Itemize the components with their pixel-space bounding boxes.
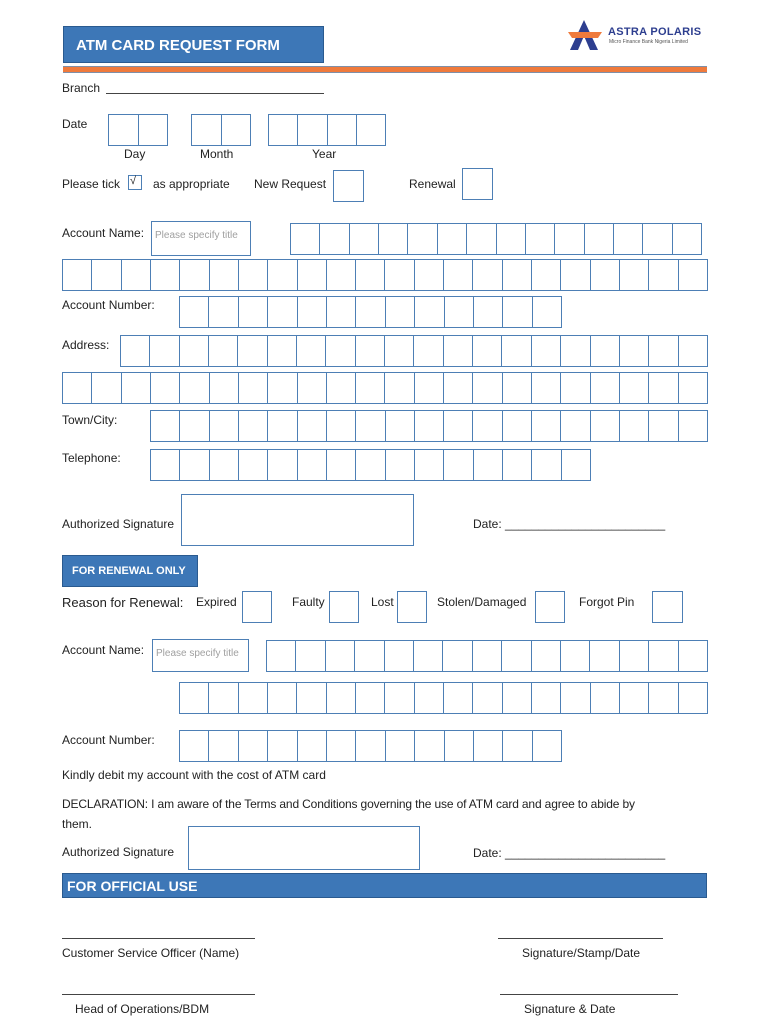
faulty-checkbox[interactable] [329, 591, 359, 623]
renewal-title-placeholder: Please specify title [156, 648, 239, 659]
debit-note: Kindly debit my account with the cost of ATM card [62, 768, 326, 782]
town-city-boxes[interactable] [150, 410, 708, 442]
renewal-authorized-signature-label: Authorized Signature [62, 845, 175, 859]
sig-date-label: Signature & Date [524, 1002, 616, 1016]
title-placeholder: Please specify title [155, 230, 238, 241]
renewal-account-name-boxes-row1[interactable] [266, 640, 708, 672]
day-label: Day [124, 147, 146, 161]
official-use-banner-text: FOR OFFICIAL USE [67, 878, 198, 894]
address-boxes-row1[interactable] [120, 335, 708, 367]
title-field[interactable] [151, 221, 251, 256]
account-name-boxes-row2[interactable] [62, 259, 708, 291]
lost-checkbox[interactable] [397, 591, 427, 623]
telephone-boxes[interactable] [150, 449, 591, 481]
renewal-account-number-boxes[interactable] [179, 730, 562, 762]
official-use-banner [62, 873, 707, 898]
declaration-line1: DECLARATION: I am aware of the Terms and Conditions governing the use of ATM card and agree to abide by [62, 797, 635, 811]
renewal-banner [62, 555, 198, 587]
reason-label: Reason for Renewal: [62, 595, 184, 610]
new-request-label: New Request [254, 177, 327, 191]
head-ops-label: Head of Operations/BDM [75, 1002, 210, 1016]
renewal-account-name-boxes-row2[interactable] [179, 682, 708, 714]
authorized-signature-label: Authorized Signature [62, 517, 175, 531]
tick-sample-box [128, 175, 142, 190]
sig-date-line[interactable] [500, 994, 678, 995]
cso-name-line[interactable] [62, 938, 255, 939]
logo-subtitle: Micro Finance Bank Nigeria Limited [609, 39, 688, 45]
faulty-label: Faulty [292, 595, 325, 609]
renewal-account-name-label: Account Name: [62, 643, 145, 657]
date-day-boxes[interactable] [108, 114, 168, 146]
cso-label: Customer Service Officer (Name) [62, 946, 240, 960]
logo-name: ASTRA POLARIS [608, 26, 702, 38]
account-name-label: Account Name: [62, 226, 145, 240]
company-logo [568, 18, 713, 52]
declaration-line2: them. [62, 817, 93, 831]
account-number-boxes[interactable] [179, 296, 562, 328]
head-ops-line[interactable] [62, 994, 255, 995]
stolen-checkbox[interactable] [535, 591, 565, 623]
header-rule [63, 66, 707, 73]
forgot-pin-checkbox[interactable] [652, 591, 683, 623]
expired-label: Expired [196, 595, 237, 609]
year-label: Year [312, 147, 337, 161]
renewal-title-field[interactable] [152, 639, 249, 672]
branch-label: Branch [62, 81, 101, 95]
branch-field[interactable] [106, 93, 324, 94]
renewal-checkbox[interactable] [462, 168, 493, 200]
lost-label: Lost [371, 595, 394, 609]
date-label: Date [62, 117, 88, 131]
address-label: Address: [62, 338, 110, 352]
telephone-label: Telephone: [62, 451, 121, 465]
sig-stamp-line[interactable] [498, 938, 663, 939]
date-month-boxes[interactable] [191, 114, 251, 146]
tick-instruction-suffix: as appropriate [153, 177, 230, 191]
account-number-label: Account Number: [62, 298, 155, 312]
renewal-label: Renewal [409, 177, 456, 191]
renewal-signature-date-field[interactable]: Date: ________________________ [473, 846, 666, 860]
new-request-checkbox[interactable] [333, 170, 364, 202]
sig-stamp-label: Signature/Stamp/Date [522, 946, 641, 960]
date-year-boxes[interactable] [268, 114, 386, 146]
renewal-account-number-label: Account Number: [62, 733, 155, 747]
form-title: ATM CARD REQUEST FORM [76, 37, 280, 54]
form-title-banner [63, 26, 324, 63]
address-boxes-row2[interactable] [62, 372, 708, 404]
renewal-authorized-signature-box[interactable] [188, 826, 420, 870]
account-name-boxes-row1[interactable] [290, 223, 702, 255]
authorized-signature-box[interactable] [181, 494, 414, 546]
month-label: Month [200, 147, 234, 161]
signature-date-field[interactable]: Date: ________________________ [473, 517, 666, 531]
town-city-label: Town/City: [62, 413, 118, 427]
tick-instruction: Please tick [62, 177, 121, 191]
forgot-pin-label: Forgot Pin [579, 595, 635, 609]
checkmark-icon: √ [130, 175, 137, 187]
stolen-label: Stolen/Damaged [437, 595, 527, 609]
renewal-banner-text: FOR RENEWAL ONLY [72, 565, 186, 577]
astra-polaris-logo-icon [568, 18, 608, 52]
expired-checkbox[interactable] [242, 591, 272, 623]
